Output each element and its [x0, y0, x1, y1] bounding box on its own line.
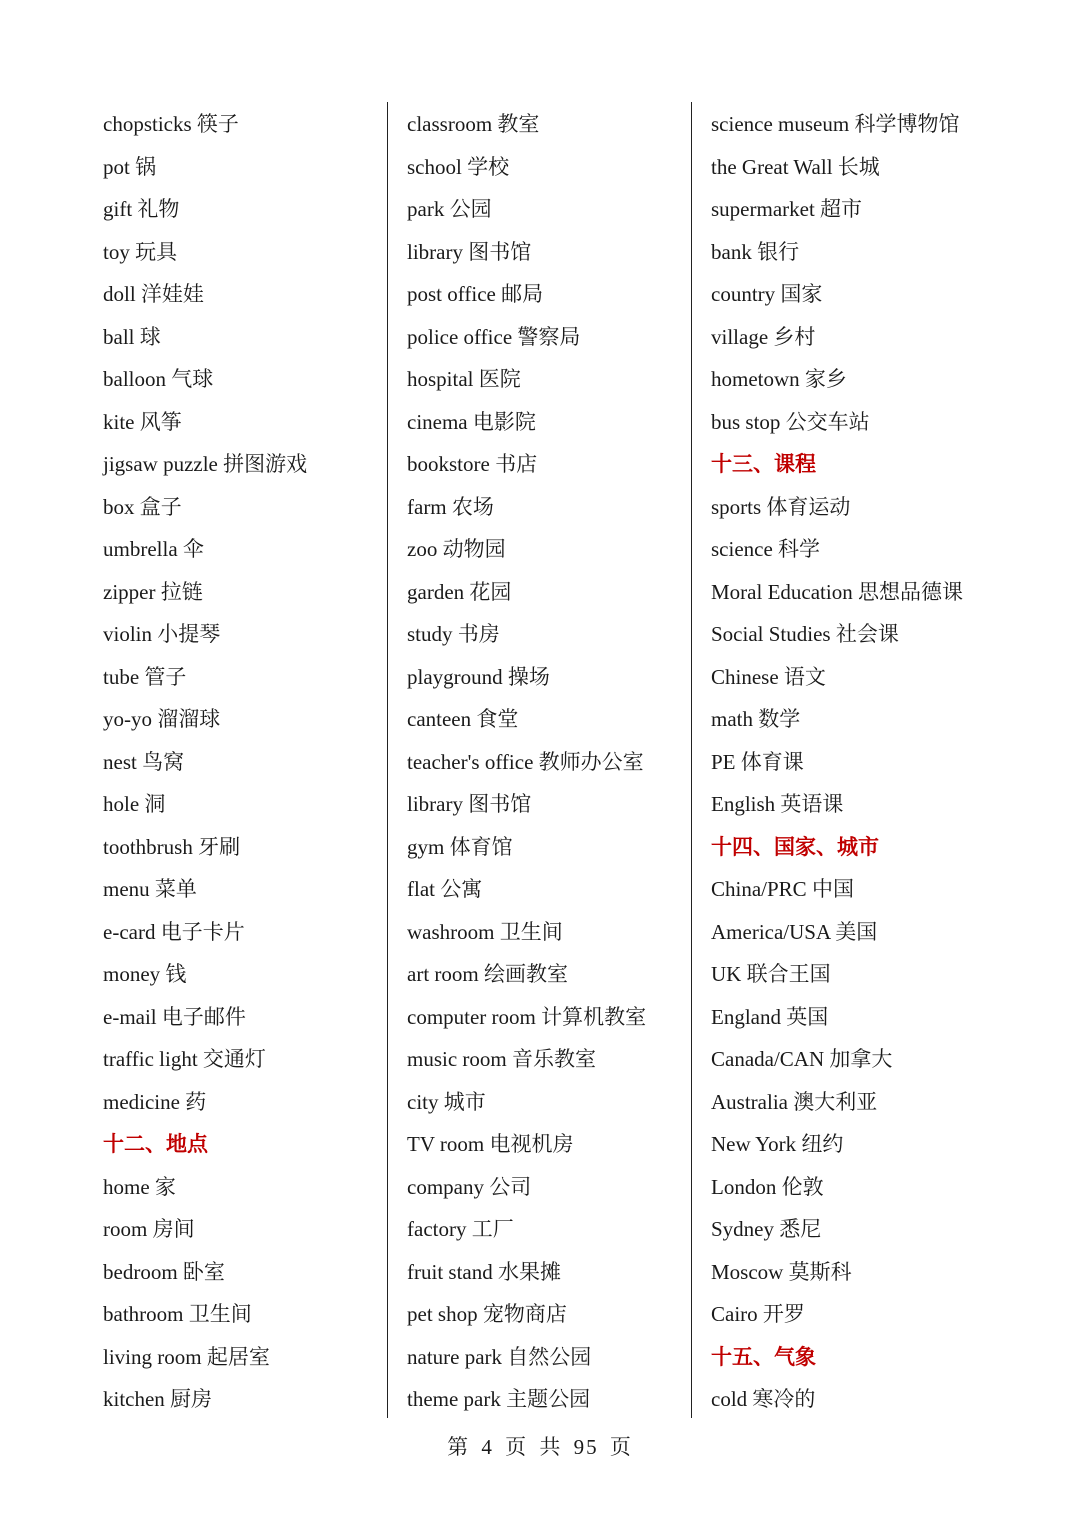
vocab-entry: Moral Education 思想品德课	[711, 579, 963, 604]
vocab-entry: box 盒子	[103, 494, 182, 519]
vocab-entry: farm 农场	[407, 494, 494, 519]
vocab-entry: Social Studies 社会课	[711, 622, 899, 646]
vocab-entry: Chinese 语文	[711, 664, 826, 689]
vocab-entry: violin 小提琴	[103, 622, 221, 646]
vocab-entry: gym 体育馆	[407, 834, 513, 859]
vocab-entry: park 公园	[407, 197, 492, 221]
vocab-entry: TV room 电视机房	[407, 1132, 574, 1156]
vocab-entry: playground 操场	[407, 664, 550, 689]
vocab-entry: PE 体育课	[711, 749, 804, 774]
vocab-entry: supermarket 超市	[711, 197, 863, 221]
vocab-entry: sports 体育运动	[711, 494, 851, 519]
vocab-entry: art room 绘画教室	[407, 962, 568, 986]
column-divider	[387, 102, 388, 1418]
vocab-entry: bedroom 卧室	[103, 1259, 225, 1284]
vocab-entry: cinema 电影院	[407, 409, 536, 434]
vocab-entry: English 英语课	[711, 792, 844, 816]
section-heading: 十二、地点	[103, 1132, 208, 1156]
vocab-entry: Canada/CAN 加拿大	[711, 1047, 893, 1071]
vocab-entry: New York 纽约	[711, 1132, 844, 1156]
vocab-entry: theme park 主题公园	[407, 1387, 591, 1411]
page-footer: 第 4 页 共 95 页	[447, 1435, 633, 1459]
vocab-entry: company 公司	[407, 1174, 532, 1199]
vocab-entry: kitchen 厨房	[103, 1387, 213, 1411]
vocab-entry: computer room 计算机教室	[407, 1004, 647, 1029]
vocab-entry: garden 花园	[407, 579, 512, 604]
vocab-entry: pet shop 宠物商店	[407, 1302, 567, 1326]
vocab-entry: home 家	[103, 1174, 176, 1199]
vocab-entry: nest 鸟窝	[103, 749, 185, 774]
vocab-entry: post office 邮局	[407, 282, 544, 306]
vocab-entry: Australia 澳大利亚	[711, 1089, 878, 1114]
vocab-entry: living room 起居室	[103, 1344, 270, 1369]
vocab-entry: medicine 药	[103, 1089, 207, 1114]
vocab-entry: country 国家	[711, 282, 823, 306]
vocab-entry: room 房间	[103, 1217, 195, 1241]
vocab-column-3	[711, 103, 1041, 1421]
vocab-entry: e-mail 电子邮件	[103, 1004, 246, 1029]
vocab-entry: math 数学	[711, 707, 801, 731]
vocab-entry: pot 锅	[103, 154, 157, 179]
vocab-entry: toothbrush 牙刷	[103, 834, 241, 859]
vocab-entry: Sydney 悉尼	[711, 1217, 822, 1241]
section-heading: 十五、气象	[711, 1344, 816, 1369]
vocab-entry: bank 银行	[711, 239, 800, 264]
vocab-entry: America/USA 美国	[711, 919, 878, 944]
section-heading: 十四、国家、城市	[711, 834, 879, 859]
vocab-entry: music room 音乐教室	[407, 1047, 596, 1071]
vocab-entry: nature park 自然公园	[407, 1344, 592, 1369]
vocab-entry: toy 玩具	[103, 239, 178, 264]
vocab-entry: teacher's office 教师办公室	[407, 749, 644, 774]
vocab-entry: e-card 电子卡片	[103, 919, 245, 944]
vocab-entry: jigsaw puzzle 拼图游戏	[103, 452, 308, 476]
vocab-entry: chopsticks 筷子	[103, 112, 239, 136]
vocab-entry: cold 寒冷的	[711, 1387, 816, 1411]
vocab-entry: bathroom 卫生间	[103, 1302, 252, 1326]
vocab-entry: flat 公寓	[407, 877, 483, 901]
vocab-entry: factory 工厂	[407, 1217, 514, 1241]
vocab-entry: UK 联合王国	[711, 962, 831, 986]
vocab-entry: hometown 家乡	[711, 367, 847, 391]
section-heading: 十三、课程	[711, 452, 816, 476]
vocab-entry: library 图书馆	[407, 239, 532, 264]
vocab-entry: science museum 科学博物馆	[711, 112, 960, 136]
vocab-entry: bus stop 公交车站	[711, 409, 870, 434]
vocab-entry: science 科学	[711, 537, 821, 561]
vocab-entry: school 学校	[407, 154, 510, 179]
vocab-entry: doll 洋娃娃	[103, 282, 204, 306]
vocab-entry: zipper 拉链	[103, 579, 203, 604]
vocab-entry: zoo 动物园	[407, 537, 506, 561]
vocab-entry: tube 管子	[103, 664, 187, 689]
vocab-entry: London 伦敦	[711, 1174, 824, 1199]
vocab-entry: yo-yo 溜溜球	[103, 707, 221, 731]
column-divider	[691, 102, 692, 1418]
vocab-entry: Cairo 开罗	[711, 1302, 805, 1326]
vocab-entry: city 城市	[407, 1089, 486, 1114]
vocab-entry: hole 洞	[103, 792, 166, 816]
vocab-entry: fruit stand 水果摊	[407, 1259, 561, 1284]
vocab-entry: study 书房	[407, 622, 500, 646]
vocab-entry: China/PRC 中国	[711, 877, 854, 901]
vocab-entry: hospital 医院	[407, 367, 521, 391]
vocab-entry: the Great Wall 长城	[711, 154, 880, 179]
vocab-column-1	[103, 103, 383, 1421]
vocab-entry: Moscow 莫斯科	[711, 1259, 852, 1284]
vocab-entry: ball 球	[103, 324, 161, 349]
vocab-entry: money 钱	[103, 962, 187, 986]
vocab-entry: police office 警察局	[407, 324, 581, 349]
vocab-entry: village 乡村	[711, 324, 816, 349]
vocab-entry: kite 风筝	[103, 409, 182, 434]
vocab-entry: menu 菜单	[103, 877, 197, 901]
vocab-entry: bookstore 书店	[407, 452, 538, 476]
vocab-entry: gift 礼物	[103, 197, 180, 221]
vocab-entry: England 英国	[711, 1004, 829, 1029]
vocab-entry: classroom 教室	[407, 112, 540, 136]
vocab-entry: umbrella 伞	[103, 537, 204, 561]
vocab-entry: library 图书馆	[407, 792, 532, 816]
vocab-entry: balloon 气球	[103, 367, 214, 391]
vocab-entry: canteen 食堂	[407, 707, 519, 731]
vocab-column-2	[407, 103, 687, 1421]
vocab-entry: traffic light 交通灯	[103, 1047, 266, 1071]
vocab-entry: washroom 卫生间	[407, 919, 563, 944]
